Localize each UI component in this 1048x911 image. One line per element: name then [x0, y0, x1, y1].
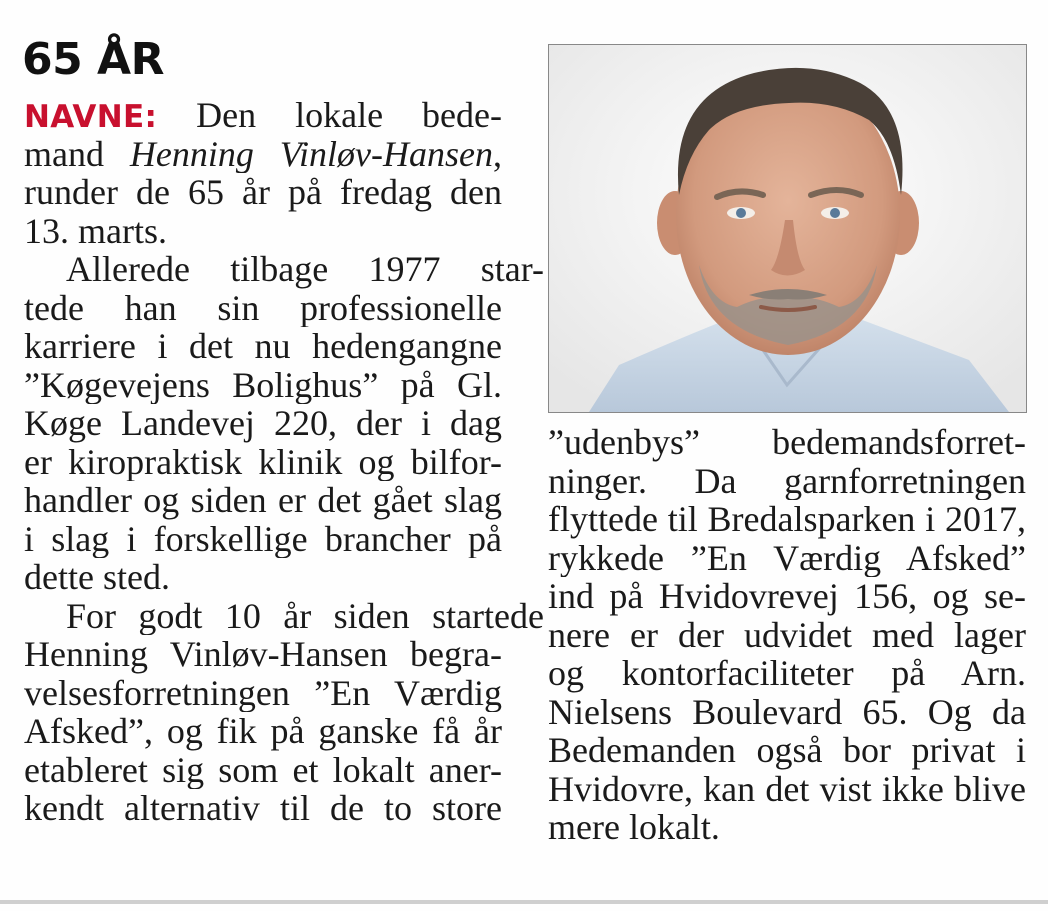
- text-line: [24, 96, 502, 135]
- text-segment: ,: [493, 134, 502, 173]
- bottom-divider: [0, 900, 1048, 904]
- text-line: 13. marts.: [24, 210, 167, 251]
- text-line: kendt alternativ til de to store: [24, 789, 502, 828]
- text-line: [24, 135, 502, 174]
- text-line: Afsked”, og fik på ganske få år: [24, 712, 502, 751]
- text-line: runder de 65 år på fredag den: [24, 173, 502, 212]
- left-column: [24, 96, 544, 828]
- text-line: Hvidovre, kan det vist ikke blive: [548, 769, 1026, 808]
- text-line: For godt 10 år siden startede: [66, 596, 544, 635]
- headline: 65 ÅR: [22, 34, 164, 85]
- text-line: Henning Vinløv-Hansen begra-: [24, 635, 502, 674]
- portrait-illustration: [549, 45, 1026, 412]
- text-line: Bedemanden også bor privat i: [548, 731, 1026, 770]
- text-line: i slag i forskellige brancher på: [24, 519, 502, 558]
- text-line: er kiropraktisk klinik og bilfor-: [24, 442, 502, 481]
- portrait-photo: [548, 44, 1027, 413]
- text-line: tede han sin professionelle: [24, 288, 502, 327]
- text-line: karriere i det nu hedengangne: [24, 327, 502, 366]
- text-line: ”udenbys” bedemandsforret-: [548, 423, 1026, 462]
- text-line: rykkede ”En Værdig Afsked”: [548, 538, 1026, 577]
- text-line: dette sted.: [24, 557, 170, 597]
- text-line: mere lokalt.: [548, 807, 720, 847]
- text-line: og kontorfaciliteter på Arn.: [548, 654, 1026, 693]
- text-line: nere er der udvidet med lager: [548, 615, 1026, 654]
- text-line: ind på Hvidovrevej 156, og se-: [548, 577, 1026, 616]
- right-column: [548, 423, 1026, 847]
- person-name: Henning Vinløv-Hansen: [129, 134, 493, 173]
- text-line: ”Køgevejens Bolighus” på Gl.: [24, 365, 502, 404]
- text-line: flyttede til Bredalsparken i 2017,: [548, 500, 1026, 539]
- text-line: Nielsens Boulevard 65. Og da: [548, 692, 1026, 731]
- text-segment: Den lokale bede-: [157, 96, 502, 135]
- text-line: Allerede tilbage 1977 star-: [66, 250, 544, 289]
- text-line: velsesforretningen ”En Værdig: [24, 673, 502, 712]
- text-line: etableret sig som et lokalt aner-: [24, 750, 502, 789]
- text-line: ninger. Da garnforretningen: [548, 461, 1026, 500]
- text-line: handler og siden er det gået slag: [24, 481, 502, 520]
- text-segment: mand: [24, 134, 130, 173]
- text-line: Køge Landevej 220, der i dag: [24, 404, 502, 443]
- kicker-label: NAVNE:: [24, 99, 158, 135]
